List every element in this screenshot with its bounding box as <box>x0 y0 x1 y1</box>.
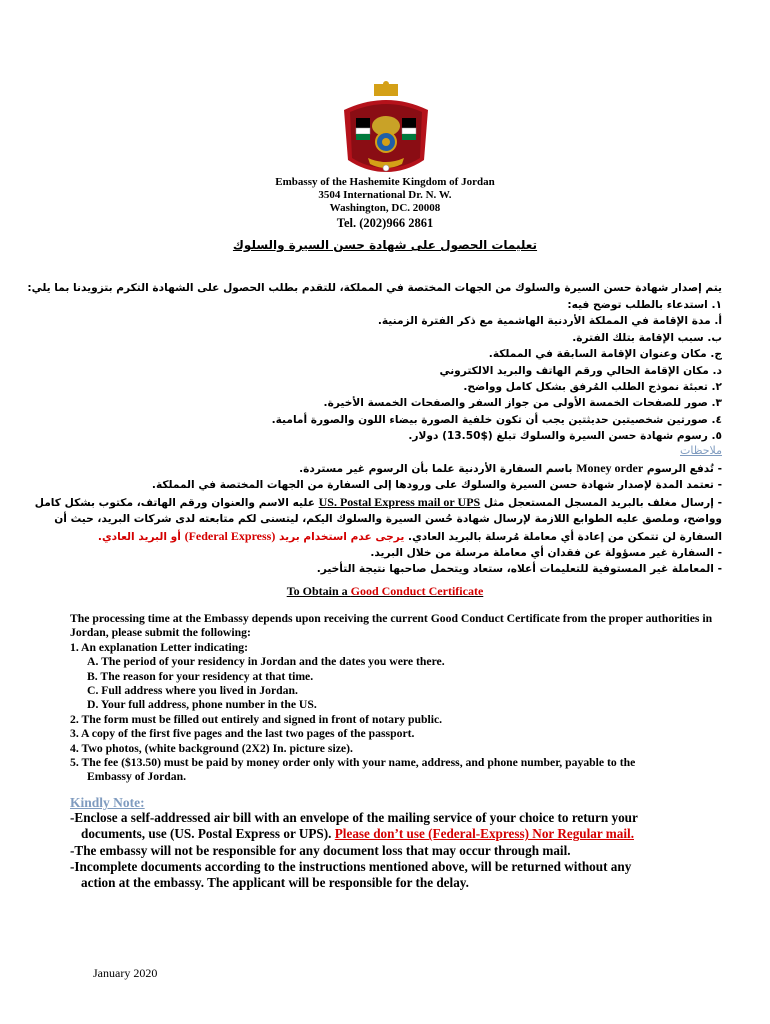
kindly-note-title: Kindly Note: <box>70 795 145 810</box>
arabic-requirements-list <box>32 297 722 445</box>
english-note-2: -The embassy will not be responsible for any document loss that may occur through mail. <box>70 842 571 858</box>
embassy-phone: Tel. (202)966 2861 <box>336 216 434 230</box>
english-instructions <box>70 612 720 785</box>
arabic-note-1-a: - تُدفع الرسوم <box>646 463 722 475</box>
arabic-title: تعليمات الحصول على شهادة حسن السيرة والسلوك <box>232 238 538 252</box>
english-intro: The processing time at the Embassy depends upon receiving the current Good Conduct Certificate from the proper authorities in Jordan, please submit the following: <box>70 612 713 640</box>
arabic-item-1d: د. مكان الإقامة الحالي ورقم الهاتف والبريد الالكتروني <box>439 364 722 377</box>
arabic-note-3-b: عليه الاسم والعنوان ورقم الهاتف، مكتوب بشكل كامل وواضح، وملصق عليه الطوابع اللازمة لإرسال شهادة حُسن السيرة والسلوك اليكم، ليتسنى لكم متابعته لدى شركات البريد، حيث أن السفارة لن تتمكن من إعادة أي معاملة مُرسلة بالبريد العادي. <box>34 496 722 543</box>
arabic-item-1c: ج. مكان وعنوان الإقامة السابقة في المملكة. <box>488 348 722 361</box>
arabic-note-1-b: باسم السفارة الأردنية علما بأن الرسوم غير مستردة. <box>299 463 573 475</box>
arabic-intro-text: يتم إصدار شهادة حسن السيرة والسلوك من الجهات المختصة في المملكة، للتقدم بطلب الحصول على الشهادة التكرم بتزويدنا بما يلي: <box>27 282 722 294</box>
english-item-1d: D. Your full address, phone number in the US. <box>87 698 317 712</box>
arabic-note-3-federal-express: (Federal Express) <box>184 528 276 543</box>
english-notes <box>70 810 720 891</box>
english-note-1-warning: Please don’t use (Federal-Express) Nor Regular mail. <box>334 826 634 842</box>
english-note-3-cont: action at the embassy. The applicant will be responsible for the delay. <box>81 875 469 891</box>
jordan-coat-of-arms-icon <box>334 80 438 176</box>
english-item-1c: C. Full address where you lived in Jordan. <box>87 684 298 698</box>
embassy-header <box>0 176 770 231</box>
arabic-note-3-mail-service: US. Postal Express mail or UPS <box>318 494 481 509</box>
arabic-note-4: - السفارة غير مسؤولة عن فقدان أي معاملة مرسلة من خلال البريد. <box>370 547 722 560</box>
arabic-note-3-red-a: يرجى عدم استخدام بريد <box>279 530 405 543</box>
english-item-1b: B. The reason for your residency at that time. <box>87 669 314 683</box>
arabic-item-2: ٢. تعبئة نموذج الطلب المُرفق بشكل كامل وواضح. <box>463 381 722 394</box>
arabic-note-3-red-b: أو البريد العادي. <box>97 530 181 543</box>
arabic-note-3-a: - إرسال مغلف بالبريد المسجل المستعجل مثل <box>483 496 722 509</box>
arabic-notes-title: ملاحظات <box>680 444 722 457</box>
english-note-1: -Enclose a self-addressed air bill with an envelope of the mailing service of your choice to return your <box>70 810 638 825</box>
arabic-item-3: ٣. صور للصفحات الخمسة الأولى من جواز السفر والصفحات الخمسة الأخيرة. <box>323 397 722 410</box>
english-note-1-cont <box>70 826 720 842</box>
english-item-4: 4. Two photos, (white background (2X2) In. picture size). <box>70 741 353 755</box>
english-item-3: 3. A copy of the first five pages and the last two pages of the passport. <box>70 727 415 741</box>
embassy-address-line2: Washington, DC. 20008 <box>329 202 441 214</box>
arabic-notes <box>22 460 722 578</box>
embassy-name: Embassy of the Hashemite Kingdom of Jordan <box>275 176 495 188</box>
embassy-address-line1: 3504 International Dr. N. W. <box>318 189 452 201</box>
arabic-note-2: - تعتمد المدة لإصدار شهادة حسن السيرة والسلوك على ورودها إلى السفارة من الجهات المختصة في المملكة. <box>151 479 722 492</box>
english-item-1: 1. An explanation Letter indicating: <box>70 640 249 654</box>
arabic-note-1-money-order: Money order <box>576 461 644 475</box>
arabic-item-1: ١. استدعاء بالطلب توضح فيه: <box>567 299 722 311</box>
arabic-item-1a: أ. مدة الإقامة في المملكة الأردنية الهاشمية مع ذكر الفترة الزمنية. <box>377 315 722 328</box>
english-item-2: 2. The form must be filled out entirely and signed in front of notary public. <box>70 712 443 726</box>
english-item-5-cont: Embassy of Jordan. <box>87 770 187 784</box>
document-date: January 2020 <box>93 966 158 980</box>
english-title-prefix: To Obtain a <box>286 584 351 598</box>
arabic-item-4: ٤. صورتين شخصيتين حديثتين يجب أن تكون خلفية الصورة بيضاء اللون والصورة أمامية. <box>271 413 722 426</box>
english-title-highlight: Good Conduct Certificate <box>350 584 484 598</box>
english-note-1-cont-text: documents, use (US. Postal Express or UPS). <box>81 826 332 842</box>
english-title <box>0 584 770 599</box>
arabic-note-3 <box>22 494 722 545</box>
english-item-1a: A. The period of your residency in Jordan and the dates you were there. <box>87 655 445 669</box>
arabic-note-5: - المعاملة غير المستوفية للتعليمات أعلاه، ستعاد ويتحمل صاحبها نتيجة التأخير. <box>316 563 722 576</box>
arabic-item-1b: ب. سبب الإقامة بتلك الفترة. <box>572 331 722 344</box>
english-item-5: 5. The fee ($13.50) must be paid by money order only with your name, address, and phone number, payable to the <box>70 756 636 770</box>
english-note-3: -Incomplete documents according to the instructions mentioned above, will be returned without any <box>70 858 632 874</box>
arabic-note-1 <box>22 460 722 477</box>
arabic-item-5: ٥. رسوم شهادة حسن السيرة والسلوك تبلغ ($13.50) دولار. <box>408 430 722 443</box>
arabic-intro <box>27 280 722 296</box>
